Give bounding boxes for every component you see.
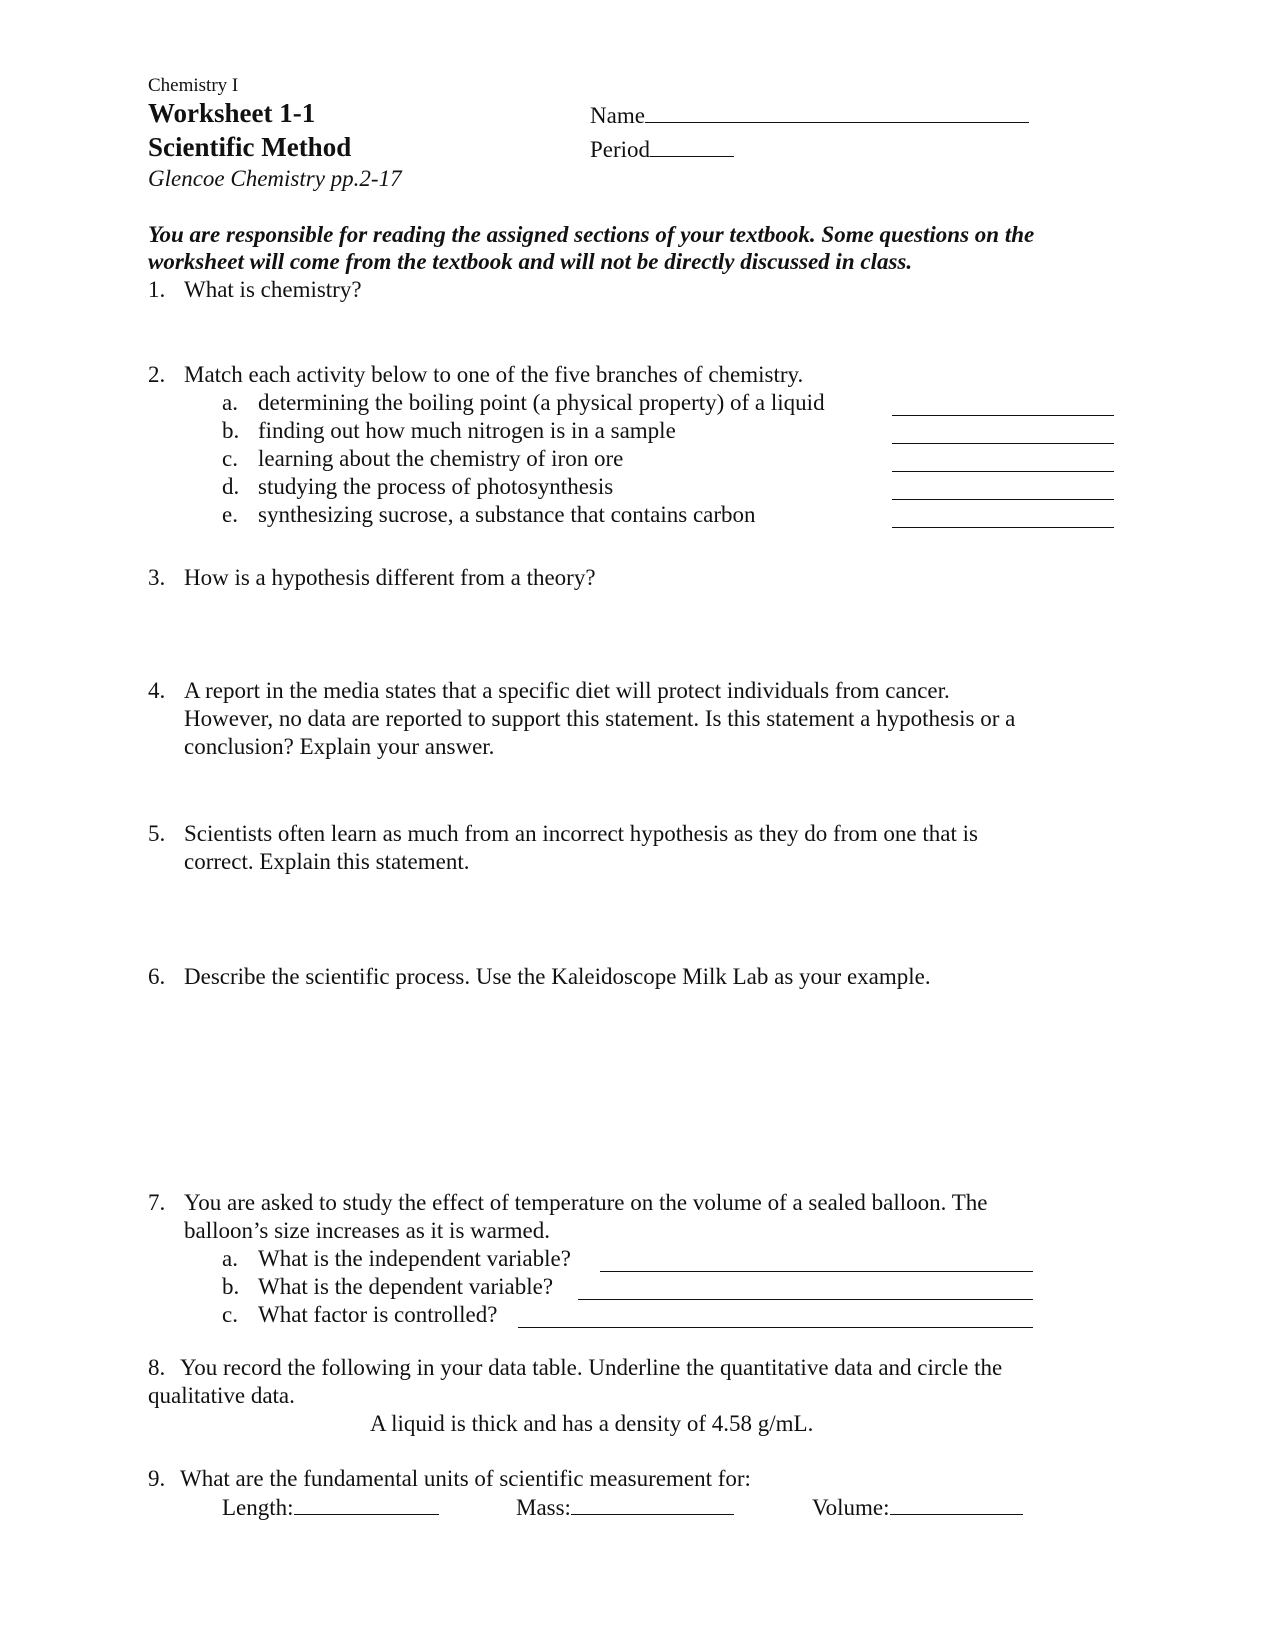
question-text: Describe the scientific process. Use the Kaleidoscope Milk Lab as your example. <box>184 964 931 989</box>
item-letter: b. <box>222 1274 240 1299</box>
mass-label: Mass: <box>516 1495 571 1520</box>
q2-answer-blank-e[interactable] <box>892 527 1114 528</box>
q7-item-c <box>222 1302 497 1328</box>
volume-label: Volume: <box>812 1495 890 1520</box>
period-field[interactable] <box>590 136 734 163</box>
q7-answer-blank-b[interactable] <box>578 1299 1033 1300</box>
question-7 <box>148 1190 987 1216</box>
period-label: Period <box>590 137 651 162</box>
question-text-line-1: A report in the media states that a specific diet will protect individuals from cancer. <box>184 678 950 703</box>
item-text: finding out how much nitrogen is in a sample <box>258 418 676 443</box>
q7-answer-blank-c[interactable] <box>518 1327 1033 1328</box>
q8-data-statement: A liquid is thick and has a density of 4.58 g/mL. <box>370 1411 814 1436</box>
q2-answer-blank-b[interactable] <box>892 443 1114 444</box>
question-number: 1. <box>148 277 166 302</box>
question-9 <box>148 1466 751 1492</box>
name-label: Name <box>590 103 645 128</box>
item-text: learning about the chemistry of iron ore <box>258 446 624 471</box>
question-number: 7. <box>148 1190 166 1215</box>
question-7-line-2: balloon’s size increases as it is warmed. <box>184 1218 550 1243</box>
question-3 <box>148 565 596 591</box>
worksheet-title: Worksheet 1-1 <box>148 98 316 128</box>
q2-item-c <box>222 446 623 472</box>
question-number: 3. <box>148 565 166 590</box>
q2-answer-blank-a[interactable] <box>892 415 1114 416</box>
item-letter: d. <box>222 474 240 499</box>
name-field[interactable] <box>590 102 1029 129</box>
question-4-line-2: However, no data are reported to support this statement. Is this statement a hypothesis or a <box>184 706 1016 731</box>
question-number: 9. <box>148 1466 166 1491</box>
q2-answer-blank-d[interactable] <box>892 499 1114 500</box>
length-label: Length: <box>222 1495 294 1520</box>
item-text: synthesizing sucrose, a substance that contains carbon <box>258 502 756 527</box>
question-text: How is a hypothesis different from a theory? <box>184 565 596 590</box>
question-text-line-1: You are asked to study the effect of temperature on the volume of a sealed balloon. The <box>184 1190 988 1215</box>
q2-item-a <box>222 390 825 416</box>
question-8 <box>148 1355 1002 1381</box>
question-5-line-2: correct. Explain this statement. <box>184 849 470 874</box>
question-number: 5. <box>148 821 166 846</box>
question-text-line-1: Scientists often learn as much from an incorrect hypothesis as they do from one that is <box>184 821 978 846</box>
q2-item-b <box>222 418 676 444</box>
item-text: What is the independent variable? <box>258 1246 571 1271</box>
question-text-line-1: You record the following in your data table. Underline the quantitative data and circle the <box>180 1355 1003 1380</box>
question-text: Match each activity below to one of the five branches of chemistry. <box>184 362 804 387</box>
item-letter: a. <box>222 390 238 415</box>
question-number: 8. <box>148 1355 166 1380</box>
question-text: What are the fundamental units of scientific measurement for: <box>180 1466 751 1491</box>
question-number: 6. <box>148 964 166 989</box>
question-1 <box>148 277 362 303</box>
item-text: What factor is controlled? <box>258 1302 498 1327</box>
q2-item-e <box>222 502 756 528</box>
length-field[interactable] <box>222 1494 439 1521</box>
question-number: 2. <box>148 362 166 387</box>
instructions-line-2: worksheet will come from the textbook and will not be directly discussed in class. <box>148 249 913 274</box>
item-text: determining the boiling point (a physical property) of a liquid <box>258 390 825 415</box>
item-letter: a. <box>222 1246 238 1271</box>
question-8-line-2: qualitative data. <box>148 1383 295 1408</box>
volume-blank[interactable] <box>890 1494 1023 1515</box>
question-number: 4. <box>148 678 166 703</box>
textbook-reference: Glencoe Chemistry pp.2-17 <box>148 166 402 191</box>
period-blank[interactable] <box>650 136 734 157</box>
q2-item-d <box>222 474 613 500</box>
item-letter: c. <box>222 1302 238 1327</box>
worksheet-topic: Scientific Method <box>148 132 352 162</box>
item-text: What is the dependent variable? <box>258 1274 554 1299</box>
item-letter: b. <box>222 418 240 443</box>
q2-answer-blank-c[interactable] <box>892 471 1114 472</box>
volume-field[interactable] <box>812 1494 1023 1521</box>
question-2 <box>148 362 803 388</box>
length-blank[interactable] <box>294 1494 439 1515</box>
item-letter: c. <box>222 446 238 471</box>
question-4 <box>148 678 950 704</box>
question-text: What is chemistry? <box>184 277 362 302</box>
instructions-line-1: You are responsible for reading the assigned sections of your textbook. Some questions on the <box>148 222 1035 247</box>
course-label: Chemistry I <box>148 75 239 96</box>
q7-answer-blank-a[interactable] <box>600 1271 1033 1272</box>
item-letter: e. <box>222 502 238 527</box>
q7-item-b <box>222 1274 553 1300</box>
question-5 <box>148 821 978 847</box>
name-blank[interactable] <box>645 102 1029 123</box>
question-6 <box>148 964 931 990</box>
mass-blank[interactable] <box>571 1494 734 1515</box>
item-text: studying the process of photosynthesis <box>258 474 614 499</box>
question-4-line-3: conclusion? Explain your answer. <box>184 734 495 759</box>
mass-field[interactable] <box>516 1494 734 1521</box>
q7-item-a <box>222 1246 571 1272</box>
